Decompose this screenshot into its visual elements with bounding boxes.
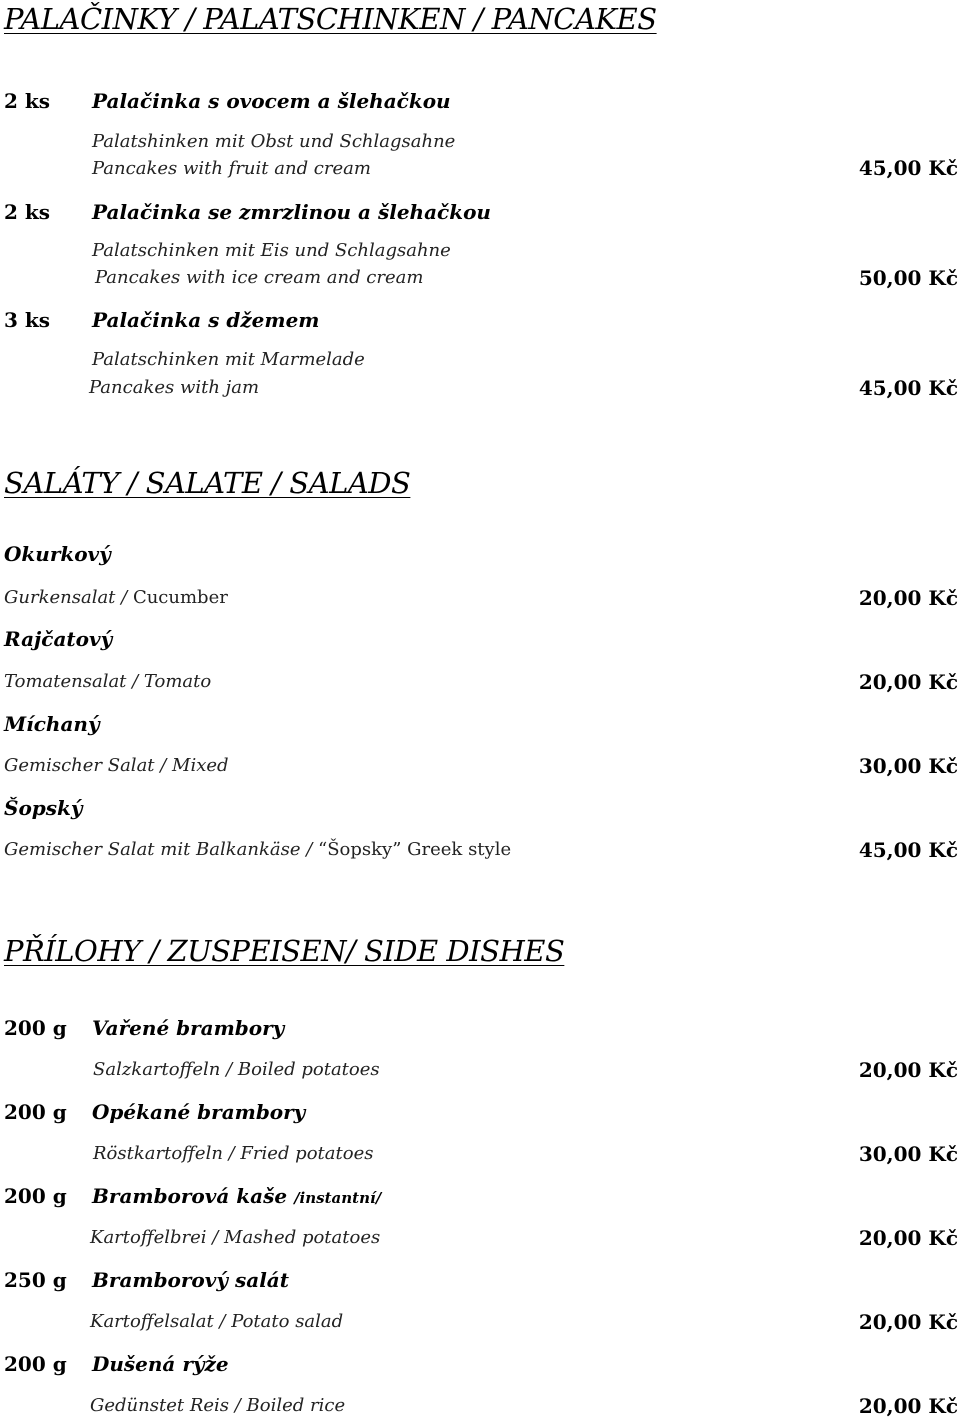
item-quantity: 200 g [4,1184,67,1208]
item-description: Tomatensalat / Tomato [4,671,212,692]
item-name: Palačinka se zmrzlinou a šlehačkou [92,200,491,224]
item-name: Bramborový salát [92,1268,289,1292]
item-price: 45,00 Kč [858,156,958,180]
item-price: 30,00 Kč [858,1142,958,1166]
item-price: 45,00 Kč [858,838,958,862]
item-price: 20,00 Kč [858,1226,958,1250]
item-description: Gurkensalat / Cucumber [4,587,228,608]
item-description-de: Palatshinken mit Obst und Schlagsahne [92,131,456,152]
item-price: 20,00 Kč [858,1310,958,1334]
item-description-en: Pancakes with fruit and cream [92,158,371,179]
item-name: Okurkový [4,542,111,566]
item-description-de: Palatschinken mit Marmelade [92,349,365,370]
item-name: Palačinka s džemem [92,308,320,332]
item-quantity: 3 ks [4,308,50,332]
item-description: Röstkartoffeln / Fried potatoes [93,1143,374,1164]
item-description: Gemischer Salat mit Balkankäse / “Šopsky” Greek style [4,839,512,860]
item-quantity: 2 ks [4,89,50,113]
item-price: 50,00 Kč [858,266,958,290]
item-description: Gedünstet Reis / Boiled rice [90,1395,346,1416]
item-price: 20,00 Kč [858,1058,958,1082]
item-quantity: 200 g [4,1100,67,1124]
item-quantity: 2 ks [4,200,50,224]
section-title-salads: SALÁTY / SALATE / SALADS [4,466,411,500]
item-description: Kartoffelbrei / Mashed potatoes [90,1227,381,1248]
item-name: Vařené brambory [92,1016,285,1040]
item-description: Gemischer Salat / Mixed [4,755,229,776]
item-name: Opékané brambory [92,1100,306,1124]
item-quantity: 200 g [4,1016,67,1040]
item-quantity: 200 g [4,1352,67,1376]
section-title-pancakes: PALAČINKY / PALATSCHINKEN / PANCAKES [4,2,657,36]
item-quantity: 250 g [4,1268,67,1292]
item-description-de: Palatschinken mit Eis und Schlagsahne [92,240,451,261]
item-description: Salzkartoffeln / Boiled potatoes [93,1059,380,1080]
item-name: Míchaný [4,712,100,736]
item-price: 20,00 Kč [858,1394,958,1418]
item-name: Palačinka s ovocem a šlehačkou [92,89,451,113]
item-price: 20,00 Kč [858,586,958,610]
item-name: Šopský [4,796,83,820]
item-price: 20,00 Kč [858,670,958,694]
item-description-en: Pancakes with jam [89,377,260,398]
item-name: Rajčatový [4,627,113,651]
item-name: Bramborová kaše /instantní/ [92,1184,382,1208]
section-title-side-dishes: PŘÍLOHY / ZUSPEISEN/ SIDE DISHES [4,934,565,968]
item-name: Dušená rýže [92,1352,229,1376]
item-price: 30,00 Kč [858,754,958,778]
item-description-en: Pancakes with ice cream and cream [95,267,424,288]
item-price: 45,00 Kč [858,376,958,400]
item-description: Kartoffelsalat / Potato salad [90,1311,344,1332]
